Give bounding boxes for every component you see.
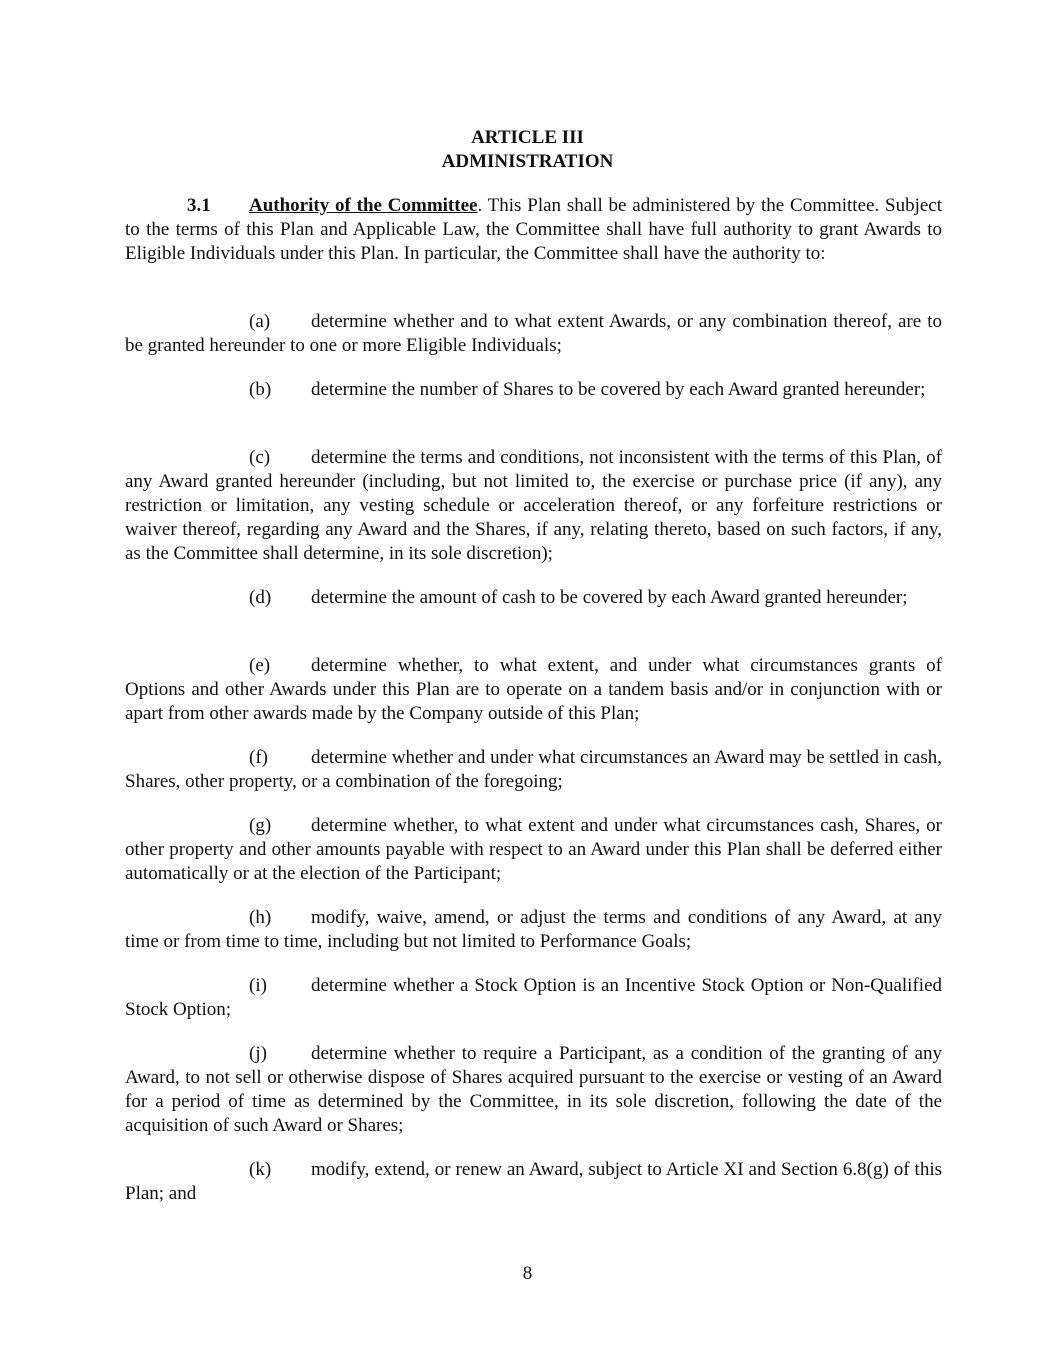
- list-item-h: [125, 906, 942, 954]
- item-letter: (c): [249, 447, 271, 468]
- list-item-i: [125, 974, 942, 1022]
- item-text: determine the amount of cash to be covered by each Award granted hereunder;: [311, 587, 908, 608]
- section-title-period: .: [477, 195, 483, 216]
- item-text: modify, extend, or renew an Award, subject to Article XI and Section 6.8(g) of this Plan; and: [125, 1159, 942, 1204]
- section-3-1-paragraph: [125, 194, 942, 266]
- item-text: modify, waive, amend, or adjust the terms and conditions of any Award, at any time or from time to time, including but not limited to Performance Goals;: [125, 907, 942, 952]
- item-text: determine whether and under what circumstances an Award may be settled in cash, Shares, other property, or a combination of the foregoing;: [125, 747, 942, 792]
- item-letter: (i): [249, 975, 267, 996]
- item-letter: (f): [249, 747, 268, 768]
- section-title: Authority of the Committee: [249, 195, 478, 216]
- list-item-f: [125, 746, 942, 794]
- list-item-j: [125, 1042, 942, 1138]
- item-letter: (g): [249, 815, 272, 836]
- item-letter: (e): [249, 655, 271, 676]
- page-number: 8: [522, 1263, 533, 1284]
- item-letter: (k): [249, 1159, 272, 1180]
- item-text: determine whether a Stock Option is an Incentive Stock Option or Non-Qualified Stock Option;: [125, 975, 942, 1020]
- article-title: ADMINISTRATION: [441, 151, 614, 172]
- item-letter: (a): [249, 311, 271, 332]
- list-item-e: [125, 654, 942, 726]
- section-number: 3.1: [187, 195, 211, 216]
- item-text: determine whether and to what extent Awards, or any combination thereof, are to be granted hereunder to one or more Eligible Individuals;: [125, 311, 942, 356]
- list-item-d: [125, 586, 942, 610]
- item-text: determine the terms and conditions, not inconsistent with the terms of this Plan, of any Award granted hereunder (including, but not limited to, the exercise or purchase price (if any), any restriction or limitation, any vesting schedule or acceleration thereof, or any forfeiture restrictions or waiver thereof, regarding any Award and the Shares, if any, relating thereto, based on such factors, if any, as the Committee shall determine, in its sole discretion);: [125, 447, 942, 564]
- item-letter: (h): [249, 907, 272, 928]
- list-item-g: [125, 814, 942, 886]
- item-letter: (d): [249, 587, 272, 608]
- section-text: This Plan shall be administered by the Committee. Subject to the terms of this Plan and Applicable Law, the Committee shall have full authority to grant Awards to Eligible Individuals under this Plan. In particular, the Committee shall have the authority to:: [125, 195, 942, 264]
- item-text: determine whether, to what extent, and under what circumstances grants of Options and other Awards under this Plan are to operate on a tandem basis and/or in conjunction with or apart from other awards made by the Company outside of this Plan;: [125, 655, 942, 724]
- article-number: ARTICLE III: [471, 127, 584, 148]
- item-text: determine whether, to what extent and under what circumstances cash, Shares, or other property and other amounts payable with respect to an Award under this Plan shall be deferred either automatically or at the election of the Participant;: [125, 815, 942, 884]
- item-letter: (j): [249, 1043, 267, 1064]
- item-text: determine the number of Shares to be covered by each Award granted hereunder;: [311, 379, 926, 400]
- item-text: determine whether to require a Participant, as a condition of the granting of any Award, to not sell or otherwise dispose of Shares acquired pursuant to the exercise or vesting of an Award for a period of time as determined by the Committee, in its sole discretion, following the date of the acquisition of such Award or Shares;: [125, 1043, 942, 1136]
- list-item-k: [125, 1158, 942, 1206]
- list-item-b: [125, 378, 942, 402]
- list-item-c: [125, 446, 942, 566]
- list-item-a: [125, 310, 942, 358]
- item-letter: (b): [249, 379, 272, 400]
